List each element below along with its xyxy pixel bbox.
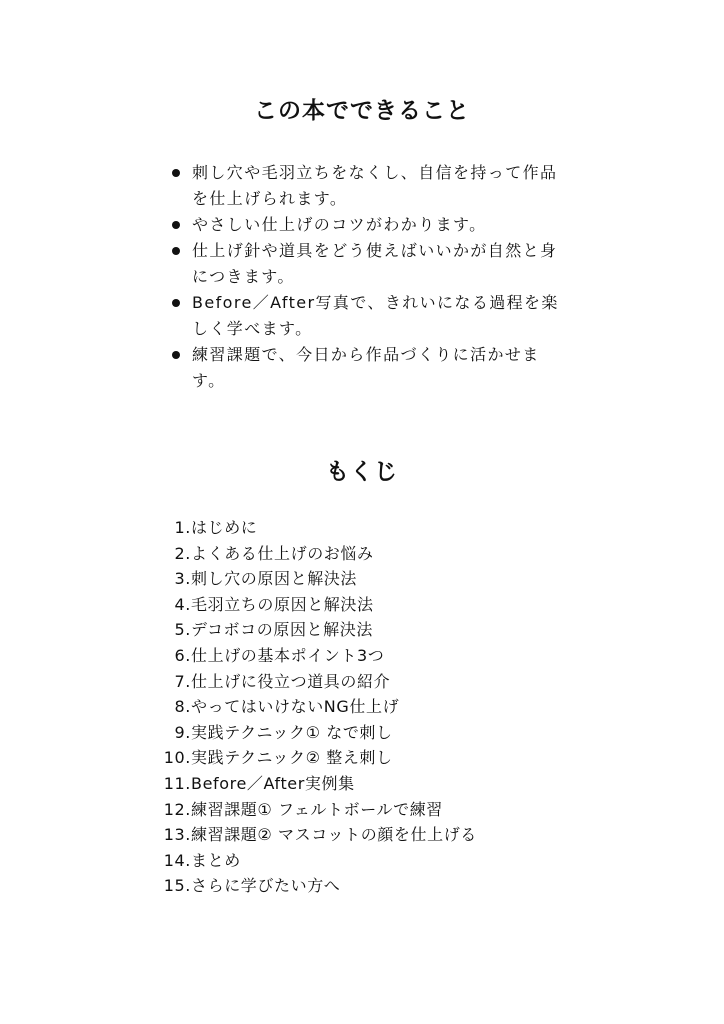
bullet-dot-icon — [172, 247, 180, 255]
toc-item — [160, 515, 580, 541]
bullet-text: Before／After写真で、きれいになる過程を楽しく学べます。 — [192, 293, 559, 338]
toc-number: 8. — [174, 697, 191, 717]
toc-number: 7. — [174, 671, 191, 691]
toc-number: 1. — [174, 518, 191, 537]
toc-item — [160, 566, 580, 592]
toc-item — [160, 669, 580, 695]
toc-title: 実践テクニック② 整え刺し — [191, 748, 393, 768]
section-heading-can-do: この本でできること — [254, 98, 470, 124]
toc-number: 13. — [163, 825, 191, 845]
toc-title: 実践テクニック① なで刺し — [191, 722, 393, 742]
toc-number: 6. — [174, 645, 191, 665]
toc-number: 5. — [174, 620, 191, 640]
bullet-item — [172, 290, 572, 342]
toc-number: 2. — [174, 543, 191, 563]
section-heading-toc: もくじ — [326, 459, 398, 485]
toc-item — [160, 822, 580, 848]
can-do-list — [172, 160, 572, 394]
toc-number: 15. — [163, 876, 191, 896]
toc-title: 仕上げの基本ポイント3つ — [191, 645, 385, 665]
toc-number: 3. — [174, 569, 191, 589]
bullet-dot-icon — [172, 169, 180, 177]
bullet-dot-icon — [172, 299, 180, 307]
toc-title: さらに学びたい方へ — [191, 876, 341, 896]
toc-title: Before／After実例集 — [191, 773, 355, 793]
toc-title: 練習課題② マスコットの顔を仕上げる — [191, 825, 477, 845]
toc-item — [160, 745, 580, 771]
bullet-item — [172, 160, 572, 212]
bullet-dot-icon — [172, 221, 180, 229]
toc-title: よくある仕上げのお悩み — [191, 543, 374, 563]
table-of-contents — [160, 515, 580, 899]
toc-number: 10. — [163, 748, 191, 768]
toc-item — [160, 771, 580, 797]
toc-title: 刺し穴の原因と解決法 — [191, 569, 358, 589]
toc-number: 9. — [174, 722, 191, 742]
toc-item — [160, 694, 580, 720]
toc-number: 14. — [163, 850, 191, 870]
toc-title: 仕上げに役立つ道具の紹介 — [191, 671, 391, 691]
bullet-text: 仕上げ針や道具をどう使えばいいかが自然と身につきます。 — [192, 241, 558, 286]
toc-title: やってはいけないNG仕上げ — [191, 697, 400, 717]
toc-number: 11. — [163, 773, 191, 793]
toc-title: 毛羽立ちの原因と解決法 — [191, 594, 374, 614]
toc-item — [160, 617, 580, 643]
toc-item — [160, 592, 580, 618]
toc-title: まとめ — [191, 850, 241, 870]
bullet-item — [172, 212, 572, 238]
bullet-item — [172, 238, 572, 290]
toc-item — [160, 848, 580, 874]
toc-item — [160, 643, 580, 669]
toc-item — [160, 720, 580, 746]
bullet-text: 刺し穴や毛羽立ちをなくし、自信を持って作品を仕上げられます。 — [192, 163, 558, 208]
bullet-dot-icon — [172, 351, 180, 359]
toc-title: はじめに — [191, 518, 258, 537]
bullet-text: やさしい仕上げのコツがわかります。 — [192, 215, 487, 234]
toc-title: 練習課題① フェルトボールで練習 — [191, 799, 443, 819]
toc-number: 4. — [174, 594, 191, 614]
toc-item — [160, 797, 580, 823]
toc-item — [160, 873, 580, 899]
toc-item — [160, 541, 580, 567]
toc-number: 12. — [163, 799, 191, 819]
bullet-item — [172, 342, 572, 394]
bullet-text: 練習課題で、今日から作品づくりに活かせます。 — [192, 345, 540, 390]
toc-title: デコボコの原因と解決法 — [191, 620, 373, 640]
